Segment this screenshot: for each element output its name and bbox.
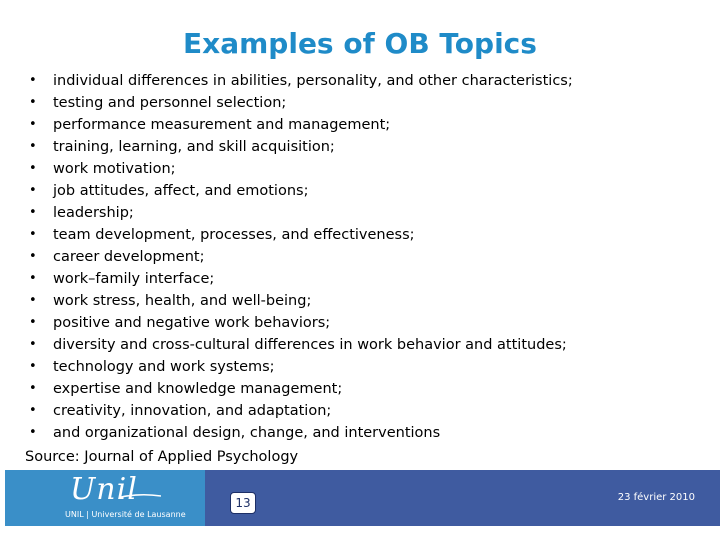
topic-list-item (25, 290, 705, 312)
topic-list-item (25, 422, 705, 444)
topic-list-item (25, 312, 705, 334)
topic-text: team development, processes, and effectiveness; (53, 227, 415, 243)
bullet-marker: • (29, 227, 37, 242)
topic-text: individual differences in abilities, personality, and other characteristics; (53, 73, 573, 89)
bullet-marker: • (29, 95, 37, 110)
topic-text: creativity, innovation, and adaptation; (53, 403, 332, 419)
bullet-marker: • (29, 403, 37, 418)
topic-text: diversity and cross-cultural differences in work behavior and attitudes; (53, 337, 567, 353)
bullet-marker: • (29, 381, 37, 396)
topic-text: technology and work systems; (53, 359, 275, 375)
slide-title: Examples of OB Topics (183, 27, 537, 60)
slide-date: 23 février 2010 (617, 492, 695, 503)
topic-text: testing and personnel selection; (53, 95, 287, 111)
topic-list-item (25, 158, 705, 180)
topic-text: work–family interface; (53, 271, 215, 287)
topic-list-item (25, 180, 705, 202)
topic-list-item (25, 202, 705, 224)
topic-list-item (25, 334, 705, 356)
logo-swoosh-icon (121, 492, 161, 500)
unil-logo: Unil (70, 472, 138, 507)
bullet-marker: • (29, 139, 37, 154)
bullet-marker: • (29, 117, 37, 132)
logo-caption: UNIL | Université de Lausanne (65, 510, 186, 519)
topic-text: expertise and knowledge management; (53, 381, 343, 397)
bullet-marker: • (29, 293, 37, 308)
bullet-marker: • (29, 271, 37, 286)
topic-text: performance measurement and management; (53, 117, 391, 133)
topic-list-item (25, 114, 705, 136)
footer-logo-panel (5, 470, 205, 526)
bullet-marker: • (29, 73, 37, 88)
bullet-marker: • (29, 249, 37, 264)
topic-text: career development; (53, 249, 205, 265)
topic-list-item (25, 400, 705, 422)
topic-list-item (25, 378, 705, 400)
page-number: 13 (230, 492, 256, 514)
topic-list-item (25, 356, 705, 378)
bullet-marker: • (29, 205, 37, 220)
bullet-marker: • (29, 183, 37, 198)
topic-text: training, learning, and skill acquisition; (53, 139, 335, 155)
source-citation: Source: Journal of Applied Psychology (25, 449, 299, 465)
bullet-marker: • (29, 315, 37, 330)
topic-list-item (25, 136, 705, 158)
footer-bar (0, 470, 720, 526)
bullet-marker: • (29, 161, 37, 176)
topic-list-item (25, 70, 705, 92)
topic-text: job attitudes, affect, and emotions; (53, 183, 309, 199)
bullet-marker: • (29, 425, 37, 440)
topic-text: work stress, health, and well-being; (53, 293, 312, 309)
topic-text: leadership; (53, 205, 134, 221)
topic-list-item (25, 246, 705, 268)
topic-text: work motivation; (53, 161, 176, 177)
bullet-marker: • (29, 359, 37, 374)
topic-list (25, 70, 705, 444)
topic-list-item (25, 268, 705, 290)
topic-text: positive and negative work behaviors; (53, 315, 331, 331)
topic-list-item (25, 92, 705, 114)
topic-text: and organizational design, change, and interventions (53, 425, 441, 441)
bullet-marker: • (29, 337, 37, 352)
topic-list-item (25, 224, 705, 246)
